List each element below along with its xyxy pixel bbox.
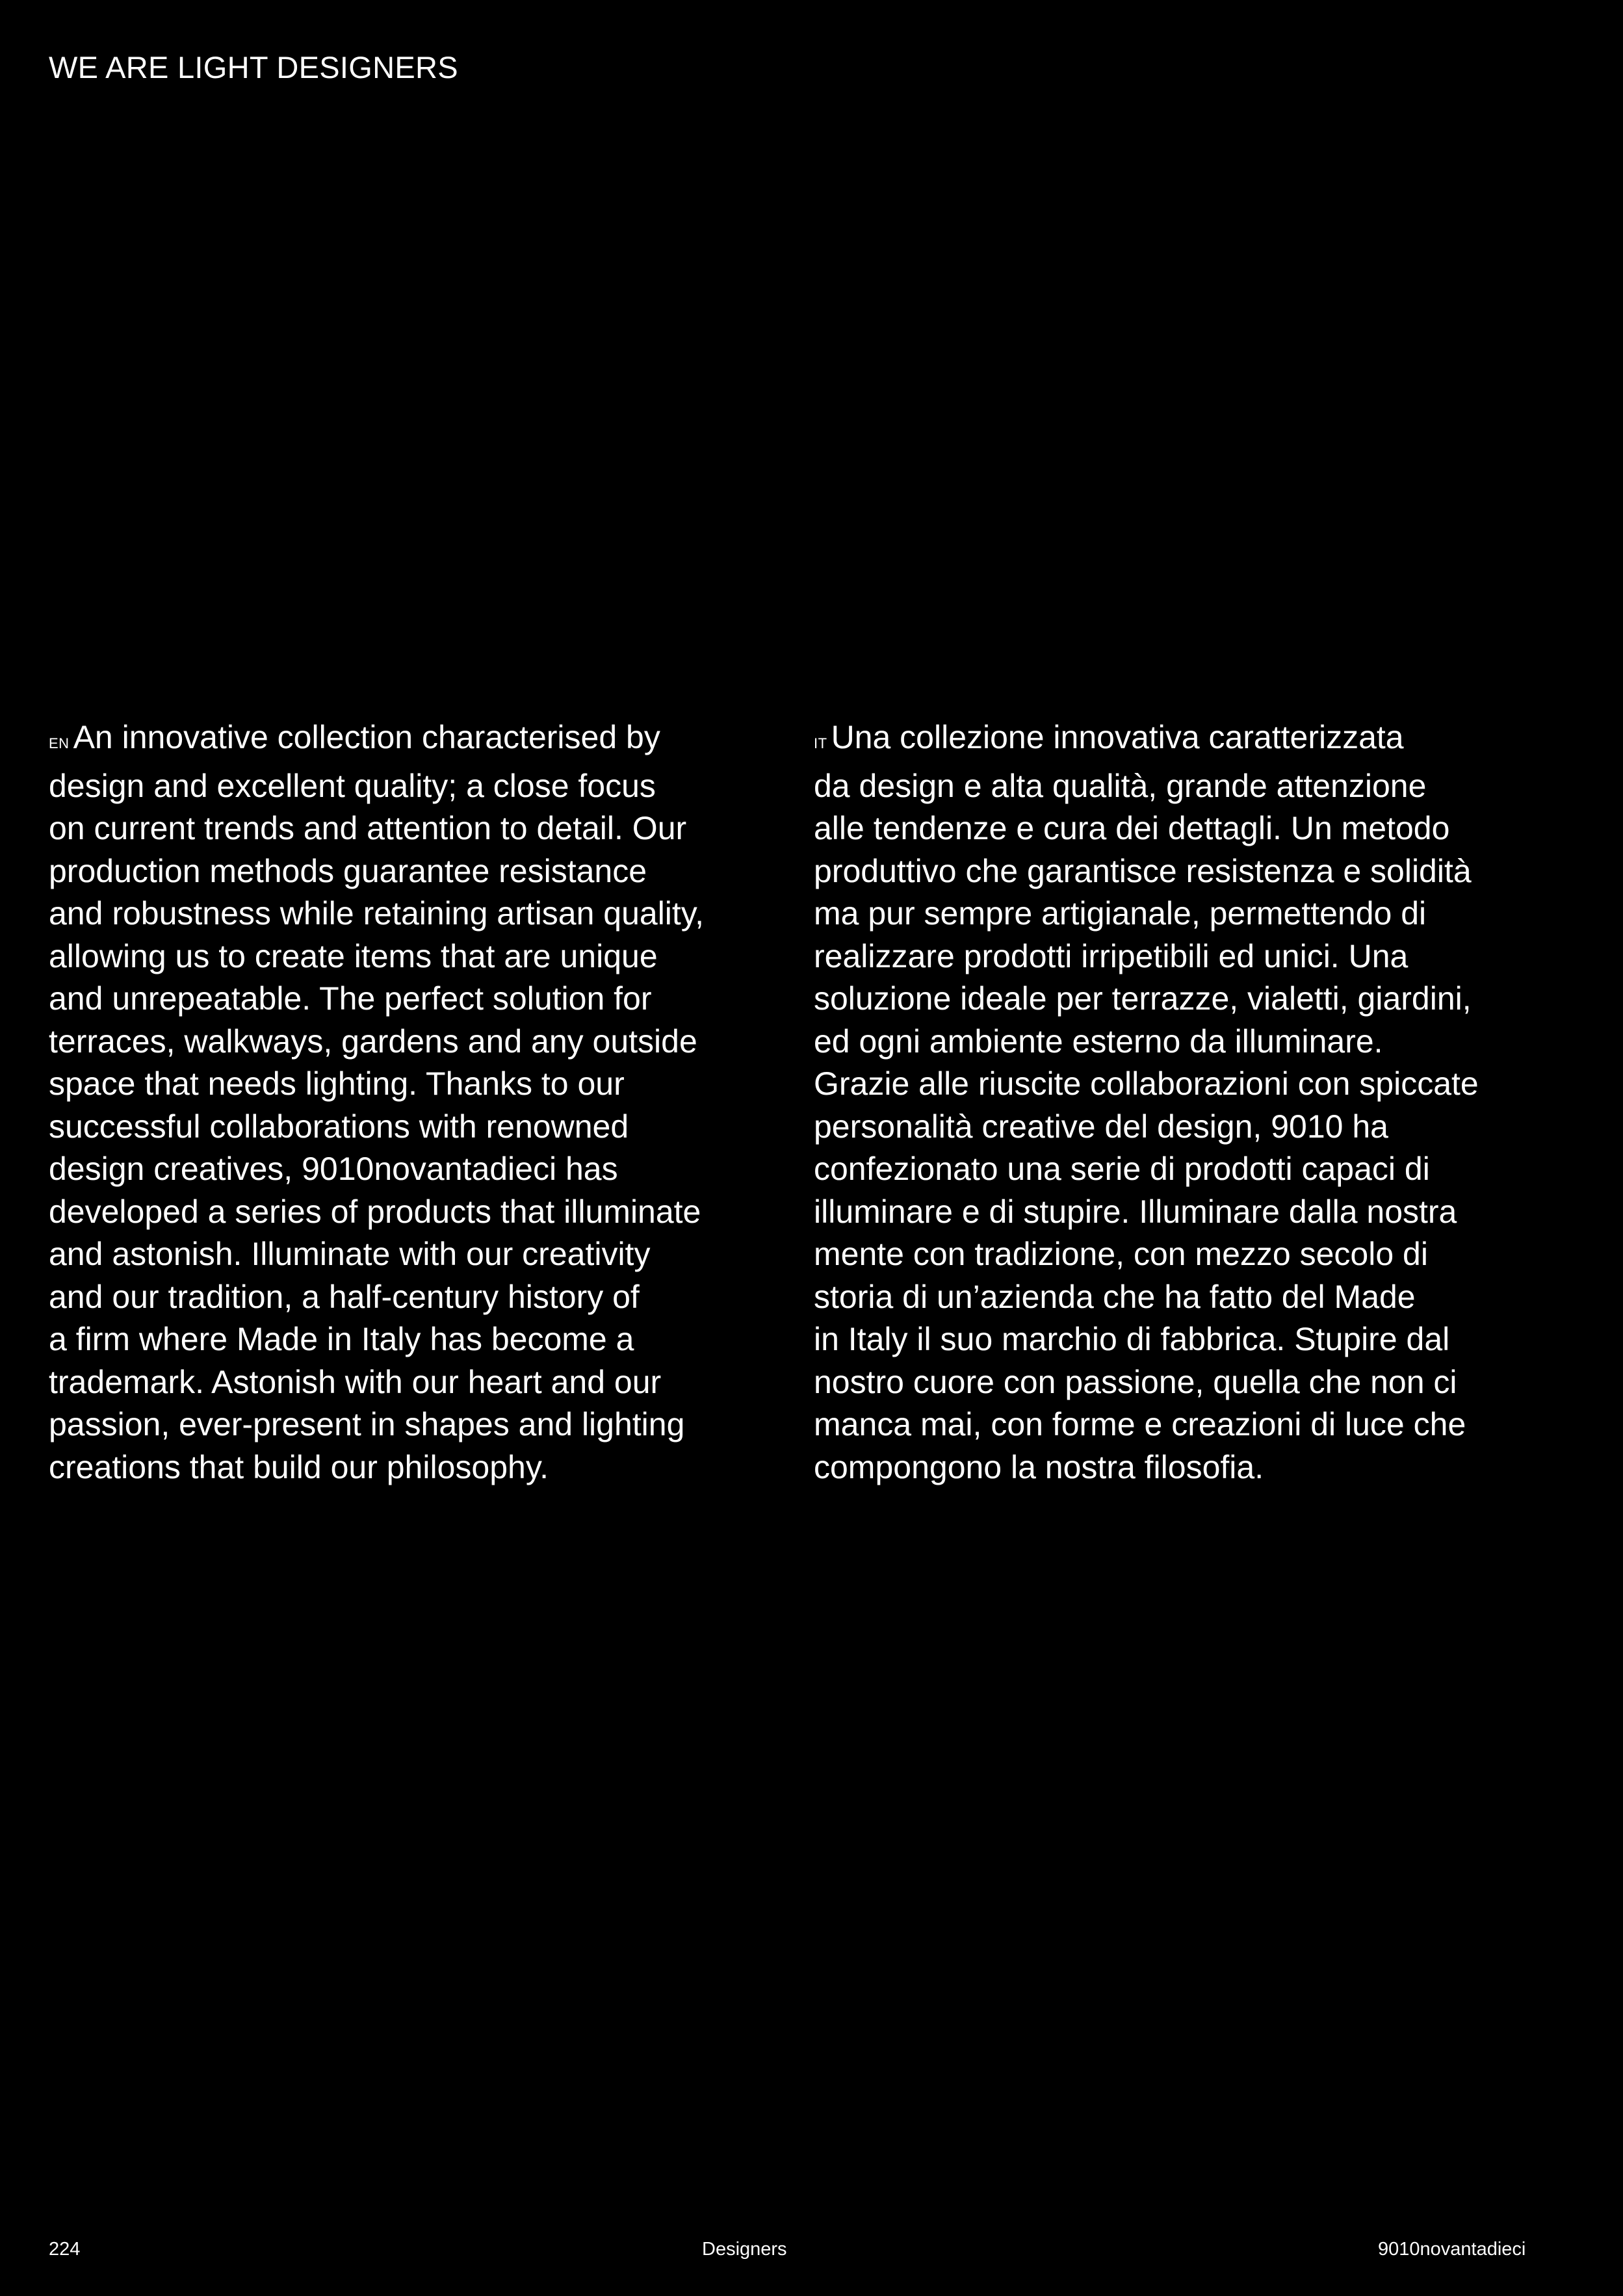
text-line: design and excellent quality; a close focus xyxy=(49,767,656,804)
text-line: and unrepeatable. The perfect solution for xyxy=(49,980,652,1017)
text-line: soluzione ideale per terrazze, vialetti, giardini, xyxy=(814,980,1472,1017)
text-line: alle tendenze e cura dei dettagli. Un metodo xyxy=(814,810,1450,846)
text-line: production methods guarantee resistance xyxy=(49,852,647,889)
text-line: EN An innovative collection characterised by xyxy=(49,719,660,755)
text-line: a firm where Made in Italy has become a xyxy=(49,1321,634,1357)
text-line: creations that build our philosophy. xyxy=(49,1448,549,1485)
text-line: allowing us to create items that are unique xyxy=(49,937,658,974)
text-line: mente con tradizione, con mezzo secolo di xyxy=(814,1236,1428,1272)
text-line: IT Una collezione innovativa caratterizzata xyxy=(814,719,1404,755)
page-number: 224 xyxy=(49,2239,81,2260)
text-line: ed ogni ambiente esterno da illuminare. xyxy=(814,1023,1383,1060)
section-name: Designers xyxy=(702,2239,787,2260)
text-line: nostro cuore con passione, quella che non ci xyxy=(814,1363,1457,1400)
italian-text-column xyxy=(814,716,1561,1489)
text-line: developed a series of products that illuminate xyxy=(49,1193,701,1230)
language-label-it: IT xyxy=(814,735,827,751)
text-line: and robustness while retaining artisan quality, xyxy=(49,895,704,932)
text-line: and astonish. Illuminate with our creativity xyxy=(49,1236,651,1272)
text-line: on current trends and attention to detail. Our xyxy=(49,810,687,846)
text-line: passion, ever-present in shapes and lighting xyxy=(49,1406,685,1442)
text-line: da design e alta qualità, grande attenzione xyxy=(814,767,1427,804)
text-line: trademark. Astonish with our heart and our xyxy=(49,1363,662,1400)
text-line: and our tradition, a half-century history of xyxy=(49,1278,640,1315)
text-line: produttivo che garantisce resistenza e solidità xyxy=(814,852,1472,889)
language-label-en: EN xyxy=(49,735,70,751)
text-line: illuminare e di stupire. Illuminare dalla nostra xyxy=(814,1193,1457,1230)
text-line: personalità creative del design, 9010 ha xyxy=(814,1108,1388,1145)
brand-name: 9010novantadieci xyxy=(1378,2239,1526,2260)
text-line: design creatives, 9010novantadieci has xyxy=(49,1151,618,1187)
text-line: storia di un’azienda che ha fatto del Made xyxy=(814,1278,1416,1315)
text-line: successful collaborations with renowned xyxy=(49,1108,629,1145)
text-line: manca mai, con forme e creazioni di luce che xyxy=(814,1406,1466,1442)
page-heading: WE ARE LIGHT DESIGNERS xyxy=(49,50,458,85)
text-line: Grazie alle riuscite collaborazioni con spiccate xyxy=(814,1065,1479,1102)
text-line: in Italy il suo marchio di fabbrica. Stupire dal xyxy=(814,1321,1450,1357)
text-line: space that needs lighting. Thanks to our xyxy=(49,1065,625,1102)
text-line: terraces, walkways, gardens and any outside xyxy=(49,1023,697,1060)
text-line: confezionato una serie di prodotti capaci di xyxy=(814,1151,1430,1187)
text-line: realizzare prodotti irripetibili ed unici. Una xyxy=(814,937,1409,974)
text-line: ma pur sempre artigianale, permettendo di xyxy=(814,895,1427,932)
english-text-column xyxy=(49,716,777,1489)
text-line: compongono la nostra filosofia. xyxy=(814,1448,1264,1485)
